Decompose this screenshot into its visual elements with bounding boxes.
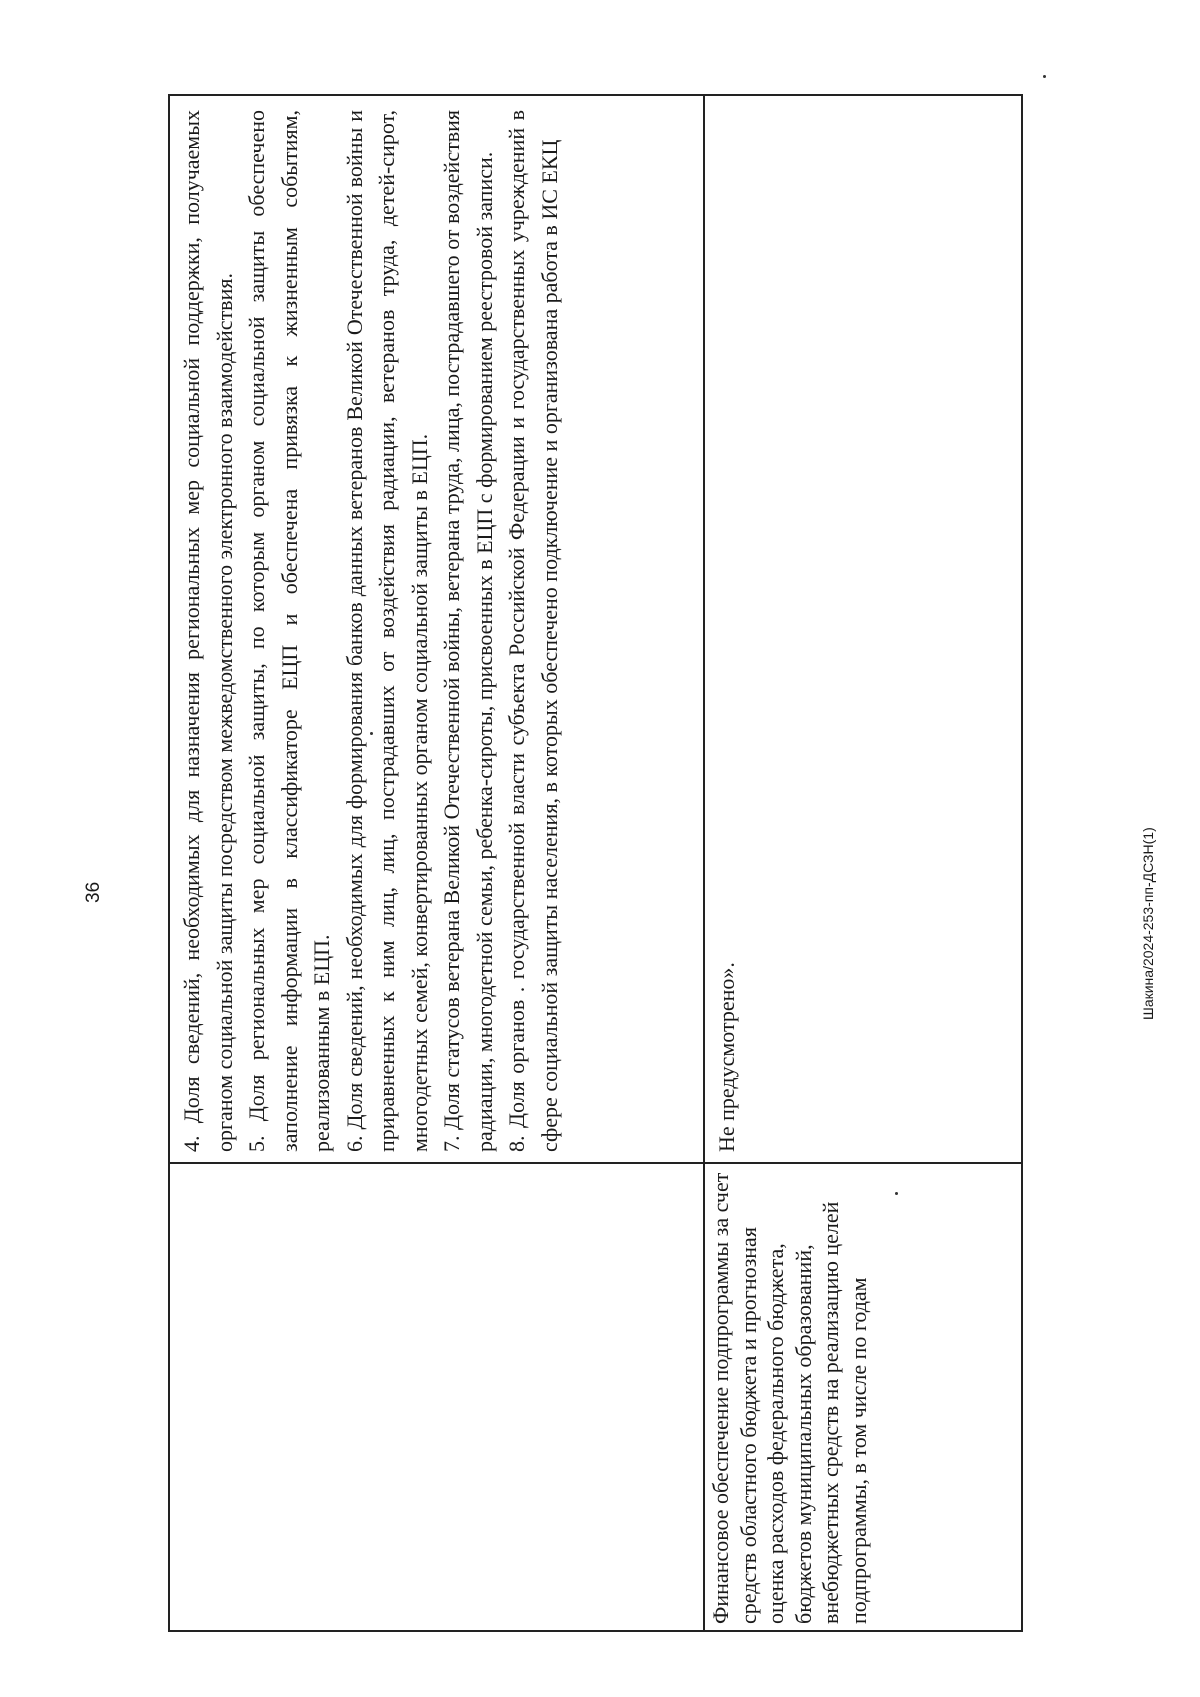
indicator-7: 7. Доля статусов ветерана Великой Отечественной войны, ветерана труда, лица, пострадавшего от воздействия радиации, многодетной семьи, ребенка-сироты, присвоенных в ЕЦП с формированием реестровой записи. (439, 110, 497, 1152)
indicator-6: 6. Доля сведений, необходимых для формирования банков данных ветеранов Великой Отечественной войны и приравненных к ним лиц, лиц, пострадавших от воздействия радиации, ветеранов труда, детей-сирот, многодетных семей, конвертированных органом социальной защиты в ЕЦП. (341, 110, 432, 1152)
indicators-cell (170, 96, 703, 1162)
scan-speck (1043, 75, 1046, 78)
scan-speck (370, 732, 373, 735)
scan-speck (895, 1192, 898, 1195)
indicator-5: 5. Доля региональных мер социальной защиты, по которым органом социальной защиты обеспечено заполнение информации в классификаторе ЕЦП и обеспечена привязка к жизненным событиям, реализованным в ЕЦП. (244, 110, 334, 1152)
subprogram-table (168, 94, 1023, 1632)
indicators-label-cell (170, 1162, 703, 1630)
indicator-8: 8. Доля органов . государственной власти субъекта Российской Федерации и государственных учреждений в сфере социальной защиты населения, в которых обеспечено подключение и организована работа в ИС ЕКЦ (504, 110, 562, 1152)
financing-value: Не предусмотрено». (714, 962, 739, 1152)
table-row-indicators (168, 94, 703, 1632)
table-row-financing (703, 94, 1023, 1632)
indicator-4: 4. Доля сведений, необходимых для назначения региональных мер социальной поддержки, получаемых органом социальной защиты посредством межведомственного электронного взаимодействия. (179, 110, 237, 1152)
financing-label: Финансовое обеспечение подпрограммы за счет средств областного бюджета и прогнозная оценка расходов федерального бюджета, бюджетов муниципальных образований, внебюджетных средств на реализацию целей подпрограммы, в том числе по годам (705, 1162, 1021, 1630)
document-code: Шакина/2024-253-пп-ДСЗН(1) (1140, 827, 1156, 1020)
page-number: 36 (83, 881, 104, 903)
